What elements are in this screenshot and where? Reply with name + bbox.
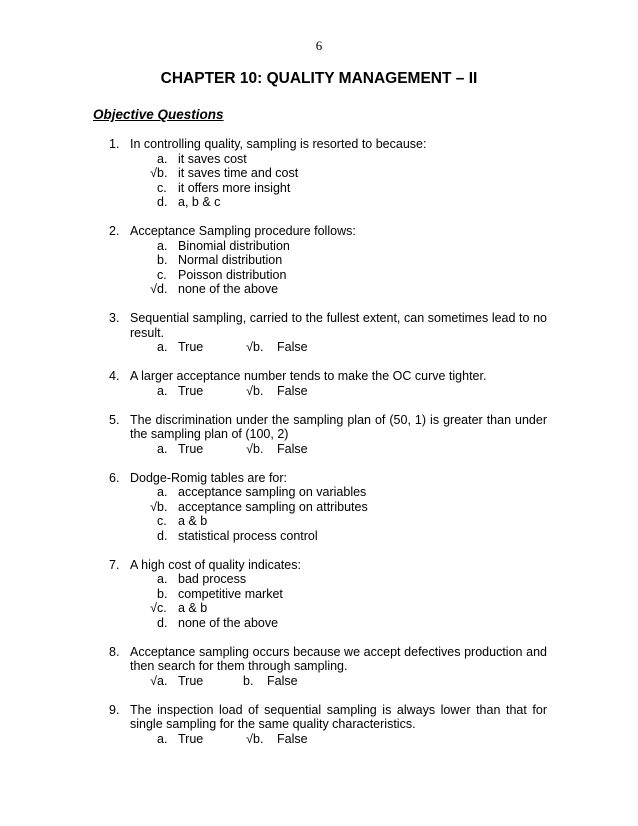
answer-option [147,500,547,515]
question-text: Acceptance Sampling procedure follows: [130,224,356,238]
answer-option [147,587,547,602]
option-letter: a. [157,383,168,398]
question-text: A larger acceptance number tends to make the OC curve tighter. [130,369,487,383]
question-number: 4. [109,369,120,383]
option-letter: a. [157,238,168,253]
question-text: In controlling quality, sampling is resorted to because: [130,137,427,151]
answer-option [147,239,547,254]
check-mark-icon: √ [246,731,253,746]
true-false-options [147,674,547,689]
answer-option [147,442,243,457]
question-row [109,471,547,486]
option-letter: d. [157,528,168,543]
tick-spacer [147,514,157,529]
question-row [109,558,547,573]
question-number: 7. [109,557,120,572]
option-text: acceptance sampling on variables [178,485,367,499]
question-row [109,413,547,442]
answer-option [243,732,308,747]
option-letter: b. [253,383,264,398]
option-letter: a. [157,572,168,586]
option-text: True [178,340,204,354]
question-number: 5. [109,412,120,427]
question-row [109,703,547,732]
option-text: acceptance sampling on attributes [178,499,368,514]
option-text: none of the above [178,615,279,630]
question-text: Sequential sampling, carried to the fullest extent, can sometimes lead to no result. [130,311,547,340]
answer-option [147,384,243,399]
tick-spacer [147,195,157,210]
option-text: bad process [178,572,247,586]
tick-spacer [147,384,157,399]
option-letter: b. [157,499,168,514]
question-list [109,137,547,761]
option-letter: a. [157,485,168,499]
tick-spacer [147,572,157,587]
check-mark-icon: √ [150,673,157,688]
option-letter: b. [253,731,264,746]
page-number: 6 [315,38,323,53]
tick-spacer [147,268,157,283]
question-text: A high cost of quality indicates: [130,557,301,572]
tick-spacer [147,732,157,747]
question-row [109,137,547,152]
question-number: 9. [109,702,120,717]
question-text: Acceptance sampling occurs because we accept defectives production and then search for them through sampling. [130,644,547,673]
option-text: it offers more insight [178,180,291,195]
answer-option [243,340,308,355]
true-false-options [147,442,547,457]
tick-spacer [147,529,157,544]
answer-option [147,601,547,616]
question-number: 1. [109,137,120,151]
section-heading: Objective Questions [93,107,224,122]
option-letter: a. [157,340,168,354]
option-text: True [178,731,204,746]
question-item [109,558,547,631]
option-letter: b. [157,586,168,601]
option-text: False [277,441,308,456]
check-mark-icon: √ [246,383,253,398]
tick-spacer [147,181,157,196]
check-mark-icon: √ [150,166,157,180]
tick-spacer [147,253,157,268]
tick-spacer [147,485,157,500]
option-text: False [277,383,308,398]
true-false-options [147,340,547,355]
option-text: False [277,731,308,746]
question-item [109,703,547,747]
option-list [147,485,547,543]
option-letter: d. [157,282,168,296]
option-letter: a. [157,731,168,746]
question-item [109,137,547,210]
option-letter: d. [157,615,168,630]
answer-option [147,282,547,297]
answer-option [147,732,243,747]
option-text: True [178,673,204,688]
option-letter: b. [253,441,264,456]
answer-option [147,485,547,500]
option-list [147,239,547,297]
answer-option [243,384,308,399]
option-letter: a. [157,441,168,456]
answer-option [147,514,547,529]
tick-spacer [147,340,157,355]
option-text: competitive market [178,586,283,601]
tick-spacer [147,616,157,631]
option-letter: b. [157,253,168,267]
answer-option [147,268,547,283]
option-text: a & b [178,601,208,615]
option-letter: c. [157,267,167,282]
option-list [147,572,547,630]
option-list [147,152,547,210]
question-text: Dodge-Romig tables are for: [130,470,288,485]
answer-option [147,616,547,631]
question-item [109,413,547,457]
tick-spacer [147,239,157,254]
answer-option [147,572,547,587]
option-letter: c. [157,180,167,195]
answer-option [243,442,308,457]
option-letter: b. [243,673,254,688]
question-item [109,311,547,355]
question-row [109,645,547,674]
option-letter: b. [157,166,168,180]
check-mark-icon: √ [150,499,157,514]
question-number: 8. [109,644,120,659]
answer-option [147,253,547,268]
option-letter: a. [157,673,168,688]
answer-option [147,529,547,544]
option-text: statistical process control [178,528,318,543]
answer-option [147,181,547,196]
chapter-title: CHAPTER 10: QUALITY MANAGEMENT – II [160,70,478,87]
question-row [109,224,547,239]
question-text: The discrimination under the sampling plan of (50, 1) is greater than under the sampling plan of (100, 2) [130,412,547,441]
option-text: Normal distribution [178,253,283,267]
answer-option [147,340,243,355]
check-mark-icon: √ [246,340,253,354]
option-text: none of the above [178,282,279,296]
option-text: Poisson distribution [178,267,287,282]
option-text: True [178,383,204,398]
option-text: False [267,673,298,688]
check-mark-icon: √ [150,601,157,615]
answer-option [147,166,547,181]
option-letter: a. [157,151,168,166]
option-text: Binomial distribution [178,238,290,253]
question-text: The inspection load of sequential sampling is always lower than that for single sampling for the same quality characteristics. [130,702,547,731]
option-text: it saves cost [178,151,247,166]
tick-spacer [147,152,157,167]
answer-option [147,152,547,167]
question-item [109,224,547,297]
answer-option [243,674,298,689]
question-item [109,645,547,689]
option-text: a & b [178,514,208,528]
option-letter: c. [157,514,167,528]
check-mark-icon: √ [150,282,157,296]
question-item [109,369,547,398]
tick-spacer [147,442,157,457]
question-number: 2. [109,224,120,238]
option-text: True [178,441,204,456]
question-row [109,369,547,384]
answer-option [147,674,243,689]
check-mark-icon: √ [246,441,253,456]
option-letter: d. [157,195,168,209]
tick-spacer [147,587,157,602]
option-text: False [277,340,308,354]
option-letter: b. [253,340,264,354]
true-false-options [147,384,547,399]
answer-option [147,195,547,210]
option-text: it saves time and cost [178,166,299,180]
option-letter: c. [157,601,167,615]
question-number: 6. [109,470,120,485]
true-false-options [147,732,547,747]
question-number: 3. [109,311,120,325]
option-text: a, b & c [178,195,221,209]
question-row [109,311,547,340]
question-item [109,471,547,544]
